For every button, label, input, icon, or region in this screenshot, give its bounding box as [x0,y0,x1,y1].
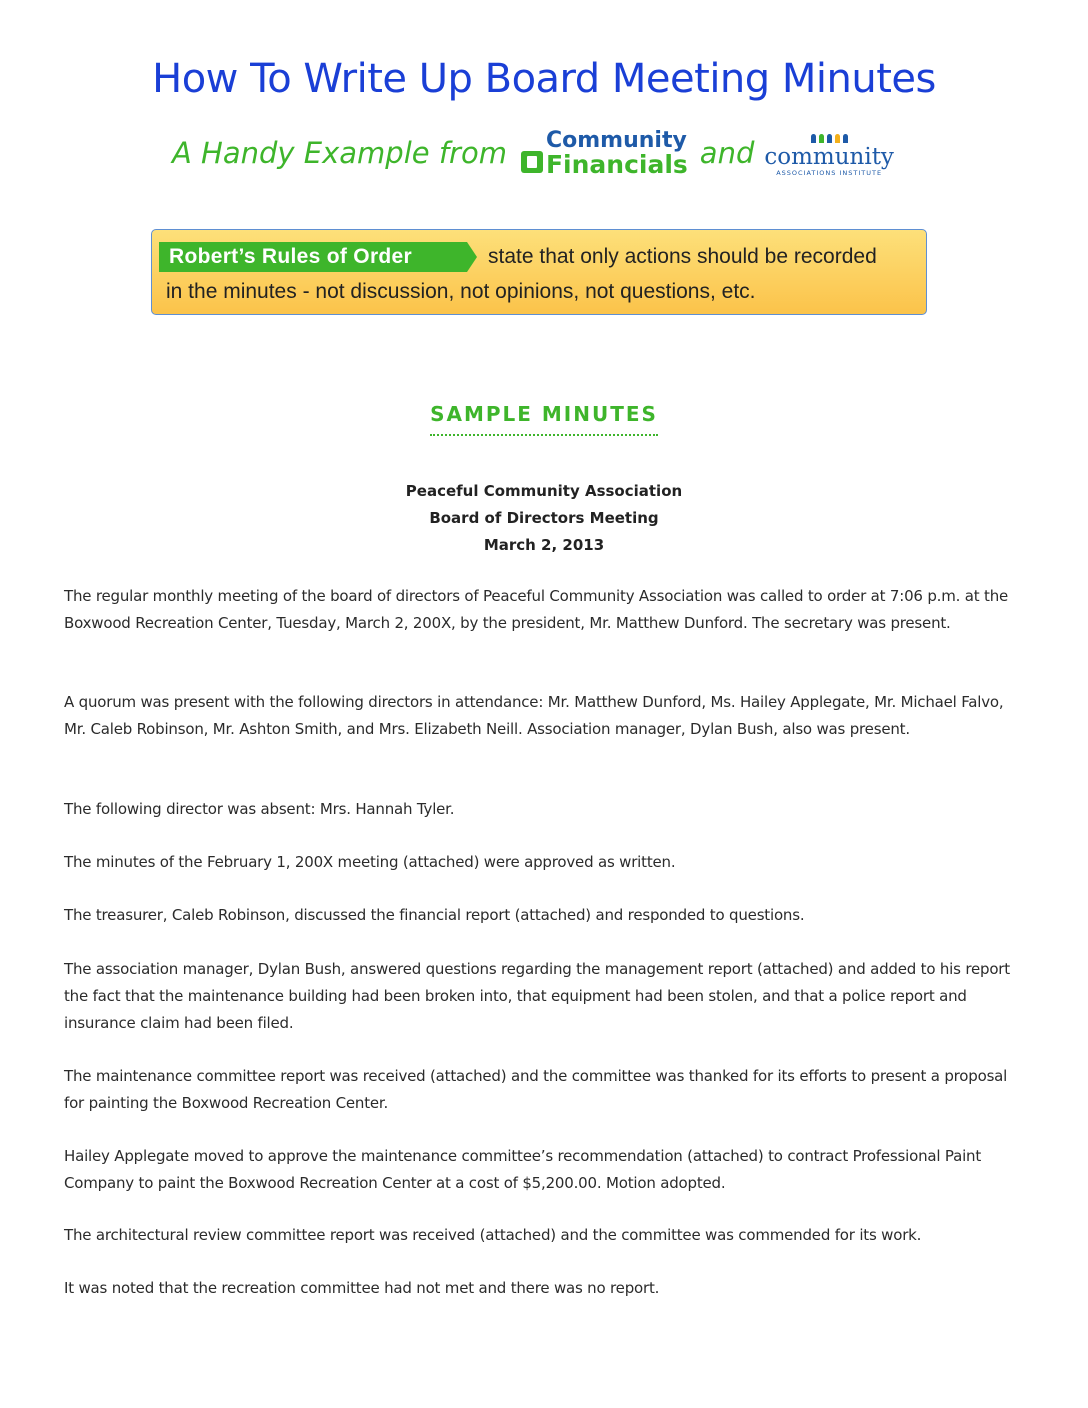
people-icon [764,129,894,145]
paragraph-motion: Hailey Applegate moved to approve the maintenance committee’s recommendation (attached) to contract Professional Paint Company to paint the Boxwood Recreation Center at a cost of $5,200.00. Motion adopted. [64,1147,982,1192]
community-financials-logo [521,129,688,177]
paragraph-call-to-order: The regular monthly meeting of the board of directors of Peaceful Community Association was called to order at 7:06 p.m. at the Boxwood Recreation Center, Tuesday, March 2, 200X, by the president, Mr. Matthew Dunford. The secretary was present. [64,587,1009,632]
paragraph-architectural-review: The architectural review committee report was received (attached) and the committee was commended for its work. [64,1226,922,1244]
meeting-body: Board of Directors Meeting [429,509,659,527]
paragraph-recreation: It was noted that the recreation committee had not met and there was no report. [64,1279,660,1297]
logo-cf-line2: Financials [545,150,688,179]
callout-line-1: state that only actions should be recorded [488,245,877,268]
paragraph-treasurer: The treasurer, Caleb Robinson, discussed the financial report (attached) and responded to questions. [64,906,805,924]
roberts-rules-callout [151,229,927,315]
callout-line-2: in the minutes - not discussion, not opinions, not questions, etc. [166,280,756,303]
section-heading [0,402,1088,436]
callout-tag: Robert’s Rules of Order [159,242,467,272]
meeting-date: March 2, 2013 [483,536,605,554]
org-name: Peaceful Community Association [405,482,683,500]
cai-logo [764,129,894,177]
logo-cai-tagline: ASSOCIATIONS INSTITUTE [776,169,883,177]
paragraph-minutes-approved: The minutes of the February 1, 200X meeting (attached) were approved as written. [64,853,676,871]
logo-cf-line1: Community [545,128,687,153]
subtitle [172,128,894,178]
subtitle-and: and [699,136,755,170]
meeting-header [0,478,1088,559]
paragraph-quorum: A quorum was present with the following directors in attendance: Mr. Matthew Dunford, Ms. Hailey Applegate, Mr. Michael Falvo, Mr. Caleb Robinson, Mr. Ashton Smith, and Mrs. Elizabeth Neill. Association manager, Dylan Bush, also was present. [64,693,1004,738]
logo-cai-name: community [764,144,894,170]
subtitle-prefix: A Handy Example from [172,136,507,170]
paragraph-manager-report: The association manager, Dylan Bush, answered questions regarding the management report (attached) and added to his report the fact that the maintenance building had been broken into, that equipment had been stolen, and that a police report and insurance claim had been filed. [64,960,1010,1032]
section-heading-text: SAMPLE MINUTES [430,402,658,436]
paragraph-maintenance-report: The maintenance committee report was received (attached) and the committee was thanked for its efforts to present a proposal for painting the Boxwood Recreation Center. [64,1067,1008,1112]
paragraph-absent: The following director was absent: Mrs. Hannah Tyler. [64,800,455,818]
page-title: How To Write Up Board Meeting Minutes [152,56,936,102]
house-dollar-icon [521,151,543,173]
